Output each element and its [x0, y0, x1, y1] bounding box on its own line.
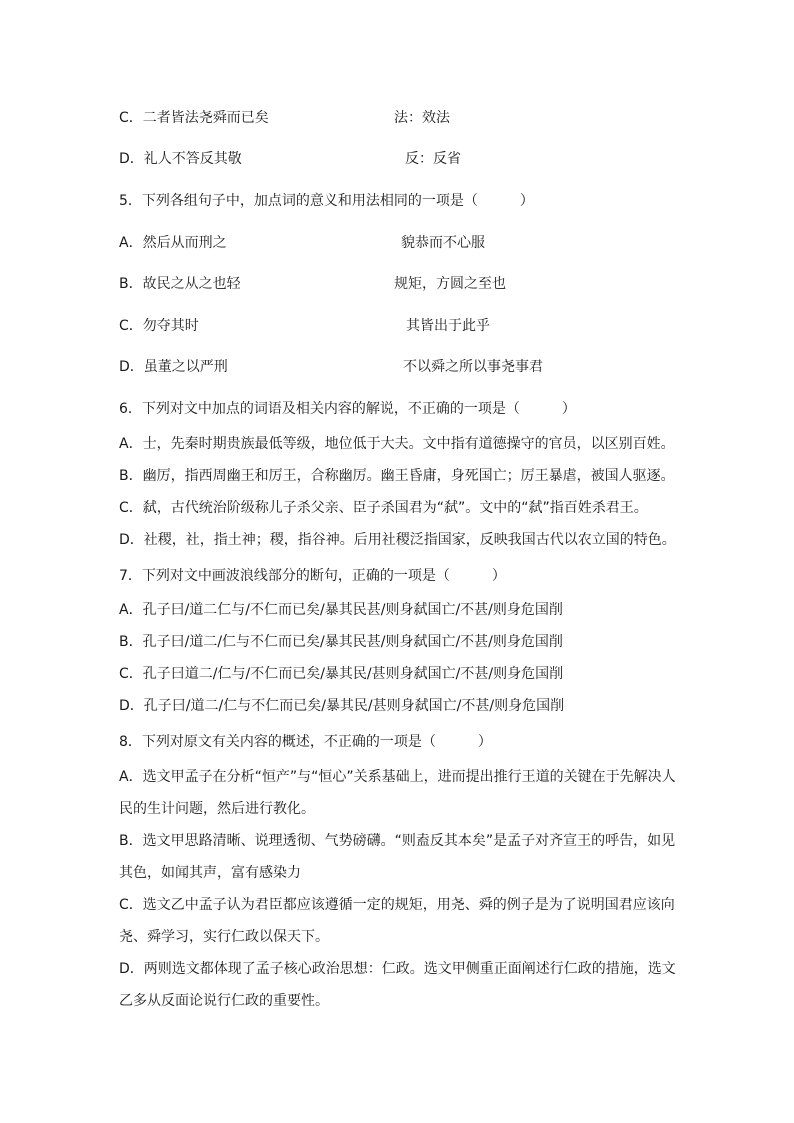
q7-option-c: C．孔子曰道二/仁与/不仁而已矣/暴其民/甚则身弑国亡/不甚/则身危国削 — [119, 666, 564, 682]
q5-option-b-left: B．故民之从之也轻 — [119, 276, 241, 292]
q4-option-d-right: 反：反省 — [405, 151, 461, 167]
q8-option-c-line2: 尧、舜学习，实行仁政以保天下。 — [119, 929, 329, 945]
q8-option-a-line1: A．选文甲孟子在分析“恒产”与“恒心”关系基础上，进而提出推行王道的关键在于先解决人 — [119, 769, 676, 785]
q8-option-c-line1: C．选文乙中孟子认为君臣都应该遵循一定的规矩，用尧、舜的例子是为了说明国君应该向 — [119, 897, 675, 913]
q6-option-d: D．社稷，社，指土神；稷，指谷神。后用社稷泛指国家，反映我国古代以农立国的特色。 — [119, 532, 676, 548]
q5-option-d-right: 不以舜之所以事尧事君 — [403, 359, 543, 375]
q8-option-b-line1: B．选文甲思路清晰、说理透彻、气势磅礴。“则盍反其本矣”是孟子对齐宣王的呼告，如见 — [119, 833, 676, 849]
q6-option-b: B．幽厉，指西周幽王和厉王，合称幽厉。幽王昏庸，身死国亡；厉王暴虐，被国人驱逐。 — [119, 468, 675, 484]
q5-stem: 5．下列各组句子中，加点词的意义和用法相同的一项是（ ） — [119, 193, 534, 209]
q4-option-c-left: C．二者皆法尧舜而已矣 — [119, 110, 269, 126]
q6-option-a: A．士，先秦时期贵族最低等级，地位低于大夫。文中指有道德操守的官员，以区别百姓。 — [119, 436, 675, 452]
q5-option-c-left: C．勿夺其时 — [119, 318, 199, 334]
q5-option-b-right: 规矩，方圆之至也 — [394, 276, 506, 292]
q8-option-a-line2: 民的生计问题，然后进行教化。 — [119, 801, 315, 817]
q8-option-b-line2: 其色，如闻其声，富有感染力 — [119, 865, 301, 881]
q5-option-c-right: 其皆出于此乎 — [406, 318, 490, 334]
q6-stem: 6．下列对文中加点的词语及相关内容的解说，不正确的一项是（ ） — [119, 401, 576, 417]
q8-option-d-line2: 乙多从反面论说行仁政的重要性。 — [119, 993, 329, 1009]
q5-option-d-left: D．虽董之以严刑 — [119, 359, 228, 375]
q8-option-d-line1: D．两则选文都体现了孟子核心政治思想：仁政。选文甲侧重正面阐述行仁政的措施，选文 — [119, 961, 676, 977]
q6-option-c: C．弑，古代统治阶级称儿子杀父亲、臣子杀国君为“弑”。文中的“弑”指百姓杀君王。 — [119, 500, 648, 516]
q7-option-d: D．孔子曰/道二/仁与不仁而已矣/暴其民/甚则身弑国亡/不甚/则身危国削 — [119, 698, 565, 714]
q7-option-a: A．孔子曰/道二仁与/不仁而已矣/暴其民甚/则身弑国亡/不甚/则身危国削 — [119, 602, 563, 618]
q5-option-a-right: 貌恭而不心服 — [401, 235, 485, 251]
q4-option-d-left: D．礼人不答反其敬 — [119, 151, 242, 167]
q7-stem: 7．下列对文中画波浪线部分的断句，正确的一项是（ ） — [119, 568, 506, 584]
q8-stem: 8．下列对原文有关内容的概述，不正确的一项是（ ） — [119, 734, 492, 750]
q4-option-c-right: 法：效法 — [394, 110, 450, 126]
q7-option-b: B．孔子曰/道二/仁与不仁而已矣/暴其民甚/则身弑国亡/不甚/则身危国削 — [119, 634, 563, 650]
q5-option-a-left: A．然后从而刑之 — [119, 235, 227, 251]
